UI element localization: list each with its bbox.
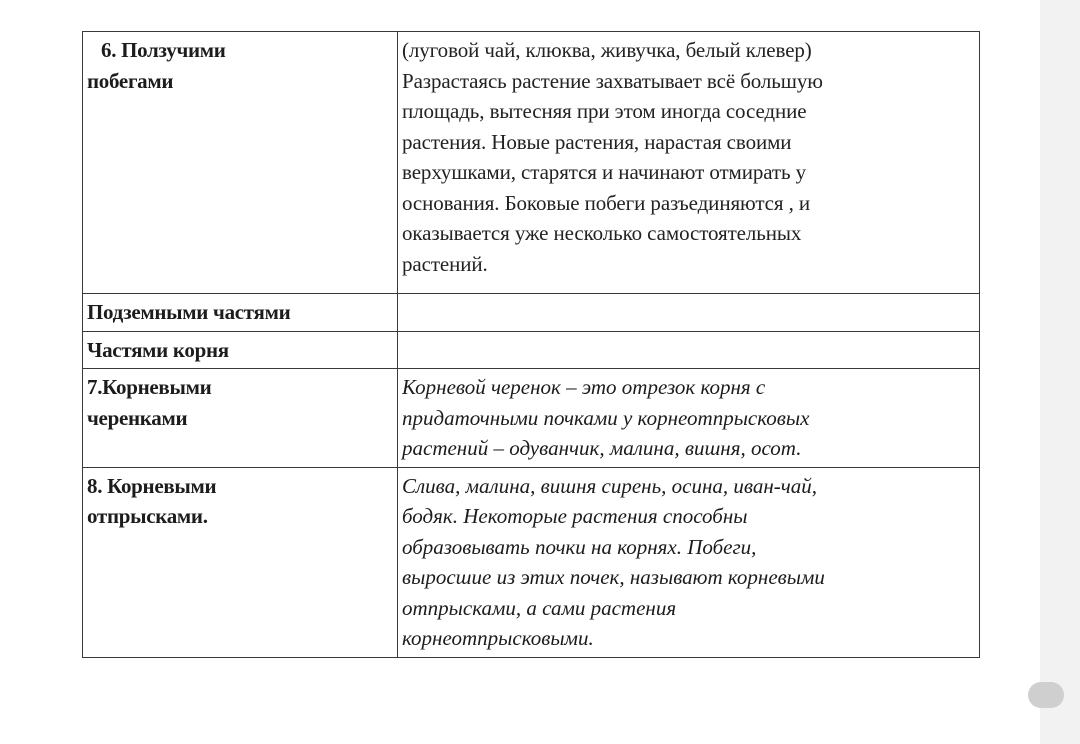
method-line: отпрысками. <box>87 504 208 528</box>
description-line: бодяк. Некоторые растения способны <box>402 504 748 528</box>
description-line: образовывать почки на корнях. Побеги, <box>402 534 757 559</box>
table-row <box>83 369 980 468</box>
description-line: верхушками, старятся и начинают отмирать у <box>402 160 807 184</box>
method-line: побегами <box>87 68 174 93</box>
description-line: выросшие из этих почек, называют корневыми <box>402 565 825 589</box>
description-line: Разрастаясь растение захватывает всё большую <box>402 68 823 93</box>
description-line: (луговой чай, клюква, живучка, белый клевер) <box>402 38 812 62</box>
description-line: придаточными почками у корнеотпрысковых <box>402 405 810 430</box>
table-row <box>83 32 980 294</box>
description-line: растений – одуванчик, малина, вишня, осот. <box>402 436 802 460</box>
description-line: растения. Новые растения, нарастая своими <box>402 129 792 154</box>
method-line: 8. Корневыми <box>87 473 217 498</box>
description-line: отпрысками, а сами растения <box>402 595 677 620</box>
description-line: основания. Боковые побеги разъединяются , и <box>402 190 811 215</box>
method-cell <box>83 467 398 657</box>
description-line: Корневой черенок – это отрезок корня с <box>402 375 766 399</box>
description-line: площадь, вытесняя при этом иногда соседние <box>402 99 807 123</box>
description-cell <box>398 467 980 657</box>
table-row <box>83 467 980 657</box>
description-cell <box>398 32 980 294</box>
description-cell <box>398 331 980 369</box>
description-line: Слива, малина, вишня сирень, осина, иван-чай, <box>402 473 818 498</box>
method-line: Подземными частями <box>87 300 291 324</box>
method-cell <box>83 32 398 294</box>
propagation-table <box>82 31 980 658</box>
method-cell <box>83 294 398 332</box>
description-cell <box>398 369 980 468</box>
method-line: 6. Ползучими <box>101 38 226 62</box>
method-line: черенками <box>87 405 188 430</box>
description-cell <box>398 294 980 332</box>
description-line: корнеотпрысковыми. <box>402 626 594 650</box>
description-line: растений. <box>402 251 488 276</box>
method-cell <box>83 369 398 468</box>
scrollbar-track[interactable] <box>1040 0 1080 744</box>
table-row <box>83 294 980 332</box>
method-cell <box>83 331 398 369</box>
method-line: Частями корня <box>87 337 229 362</box>
description-line: оказывается уже несколько самостоятельных <box>402 221 802 245</box>
table-row <box>83 331 980 369</box>
scrollbar-thumb[interactable] <box>1028 682 1064 708</box>
method-line: 7.Корневыми <box>87 375 212 399</box>
